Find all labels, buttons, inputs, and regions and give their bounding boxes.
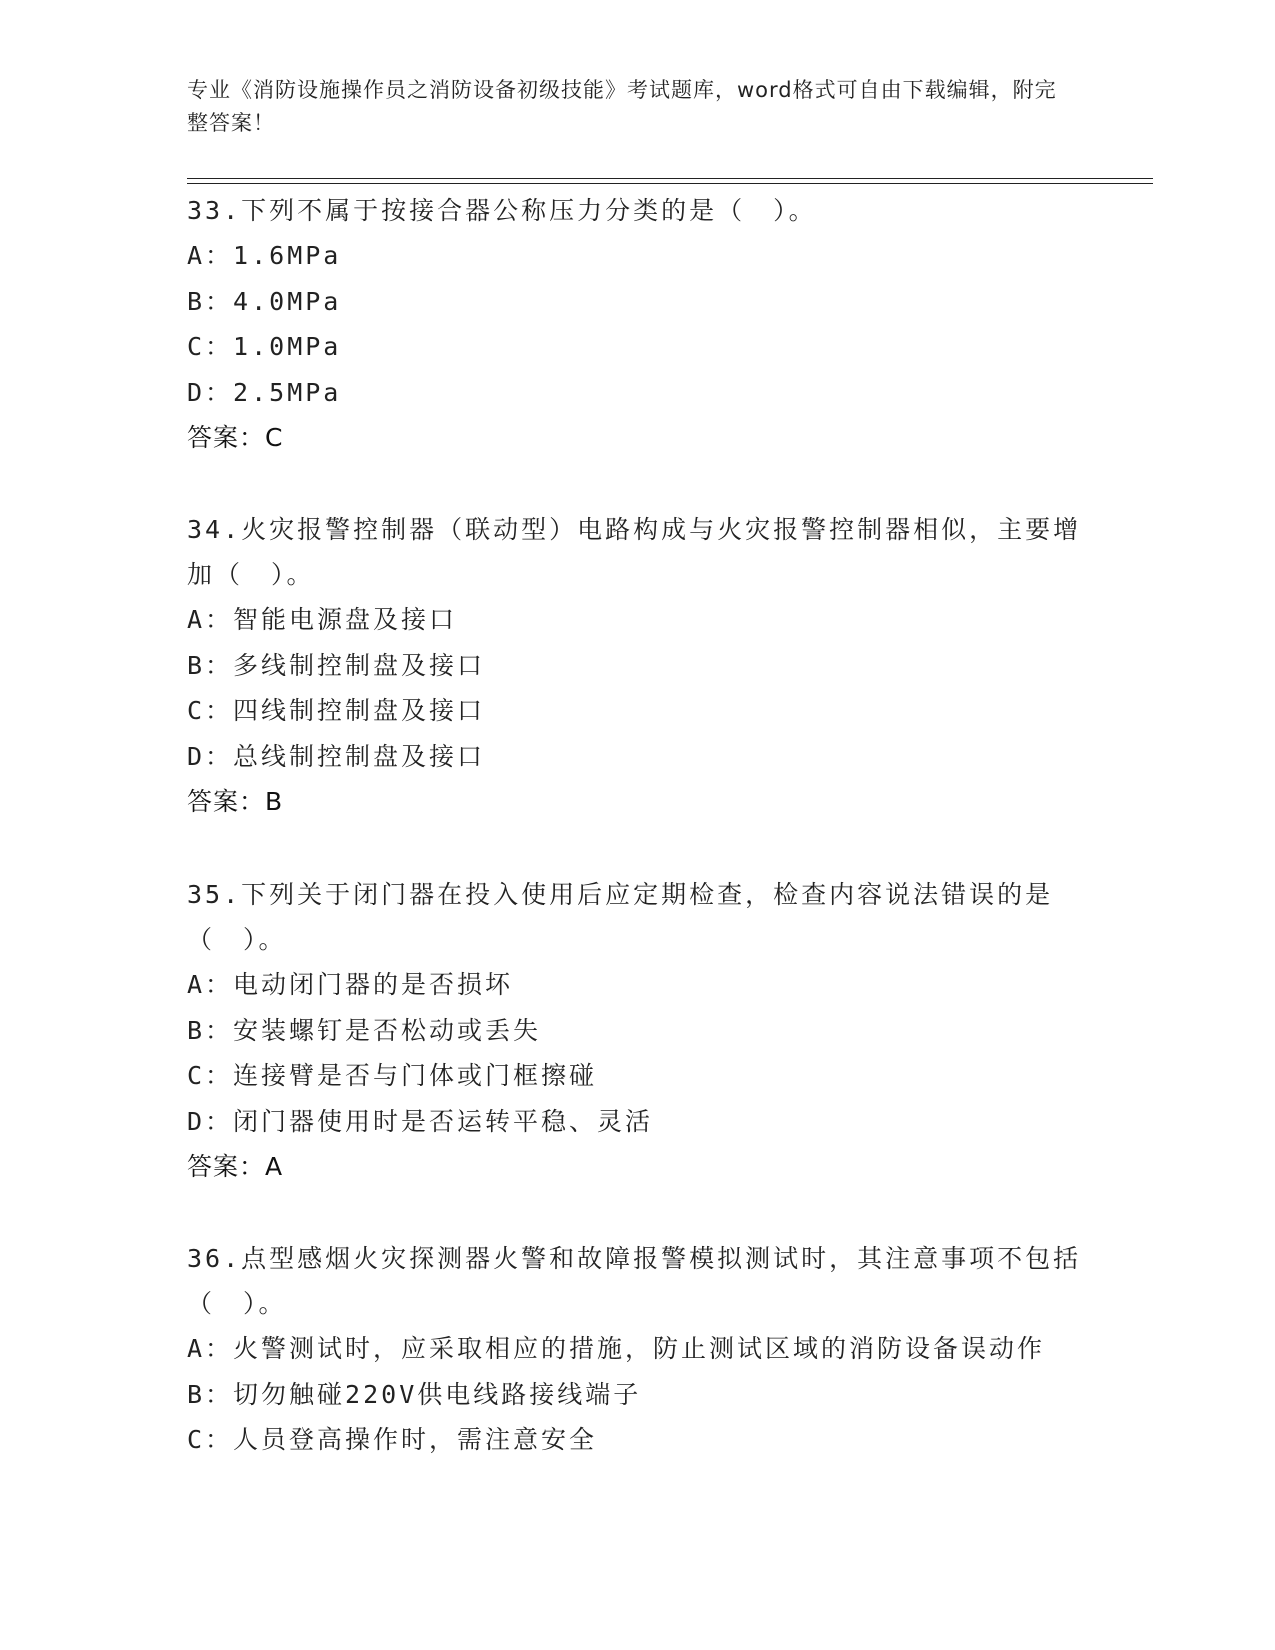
question-stem: 36.点型感烟火灾探测器火警和故障报警模拟测试时，其注意事项不包括（ ）。 [187, 1244, 1082, 1318]
option-d: D：2.5MPa [187, 377, 342, 407]
question-stem: 33.下列不属于按接合器公称压力分类的是（ ）。 [187, 196, 817, 225]
option-a: A：电动闭门器的是否损坏 [187, 970, 514, 999]
option-c: C：1.0MPa [187, 332, 342, 361]
option-a: A：智能电源盘及接口 [187, 605, 458, 634]
option-c: C：人员登高操作时，需注意安全 [187, 1425, 598, 1454]
header-divider-bottom [187, 183, 1153, 184]
question-block [187, 872, 1087, 1190]
option-a: A：火警测试时，应采取相应的措施，防止测试区域的消防设备误动作 [187, 1334, 1046, 1363]
answer-line: 答案：A [187, 1152, 284, 1181]
answer-line: 答案：C [187, 423, 284, 452]
option-c: C：四线制控制盘及接口 [187, 696, 486, 725]
option-b: B：4.0MPa [187, 286, 342, 316]
option-b: B：切勿触碰220V供电线路接线端子 [187, 1379, 642, 1409]
question-stem: 35.下列关于闭门器在投入使用后应定期检查，检查内容说法错误的是（ ）。 [187, 880, 1054, 954]
question-block [187, 1236, 1087, 1463]
header-divider-top [187, 178, 1153, 179]
document-header: 专业《消防设施操作员之消防设备初级技能》考试题库，word格式可自由下载编辑，附完整答案！ [187, 78, 1057, 135]
option-d: D：总线制控制盘及接口 [187, 741, 486, 771]
question-block [187, 188, 1087, 461]
answer-line: 答案：B [187, 787, 284, 816]
option-b: B：多线制控制盘及接口 [187, 650, 486, 680]
question-block [187, 507, 1087, 825]
option-c: C：连接臂是否与门体或门框擦碰 [187, 1061, 598, 1090]
option-a: A：1.6MPa [187, 241, 342, 270]
question-stem: 34.火灾报警控制器（联动型）电路构成与火灾报警控制器相似，主要增加（ ）。 [187, 515, 1082, 589]
option-d: D：闭门器使用时是否运转平稳、灵活 [187, 1106, 654, 1136]
option-b: B：安装螺钉是否松动或丢失 [187, 1015, 542, 1045]
